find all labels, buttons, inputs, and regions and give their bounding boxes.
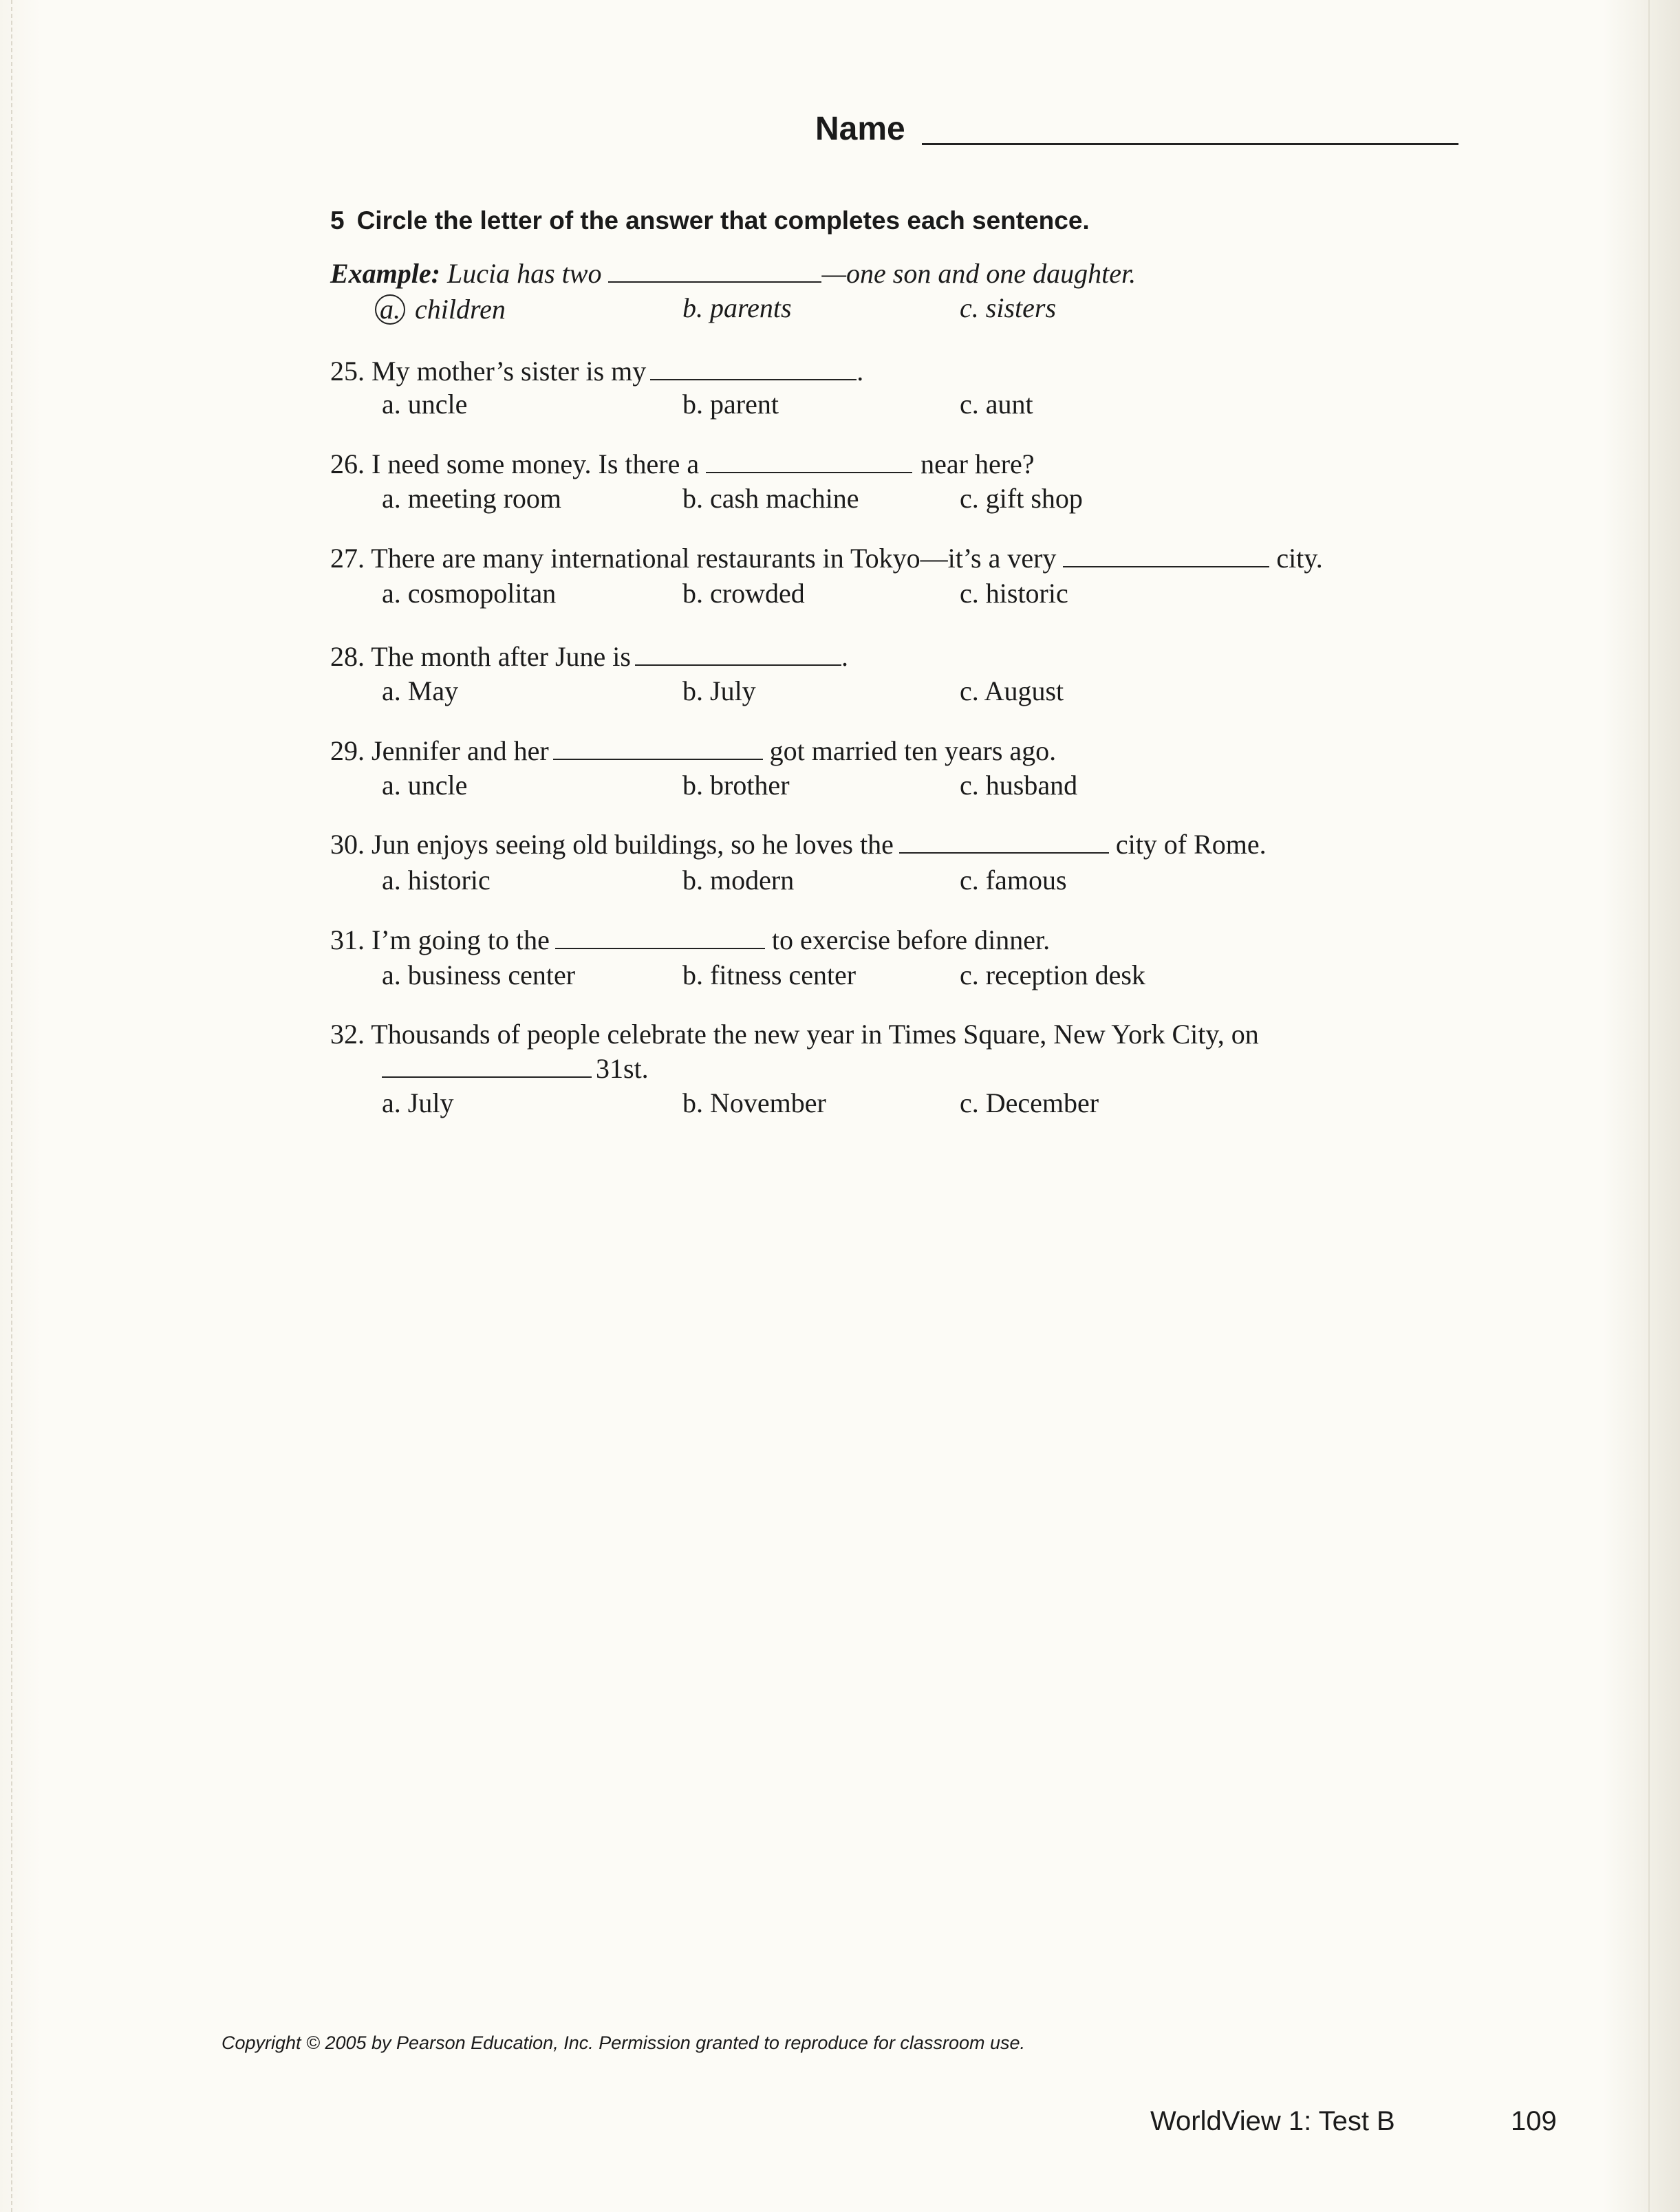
question-26-option-c: c. gift shop	[960, 483, 1083, 514]
page-number: 109	[1511, 2106, 1557, 2136]
section-instruction-text: Circle the letter of the answer that completes each sentence.	[356, 206, 1090, 235]
question-28-option-c: c. August	[960, 675, 1064, 706]
question-32-option-c: c. December	[960, 1087, 1099, 1118]
question-31: 31. I’m going to the to exercise before dinner.	[330, 924, 1051, 955]
example-option-a-text: children	[415, 294, 506, 325]
answer-blank	[635, 664, 841, 666]
question-29-option-b: b. brother	[682, 770, 790, 801]
question-30-option-c: c. famous	[960, 865, 1067, 896]
question-27-option-c: c. historic	[960, 578, 1068, 609]
example-blank	[608, 281, 821, 283]
question-30-option-b: b. modern	[682, 865, 795, 896]
example-option-a	[375, 294, 506, 325]
question-32-continuation: 31st.	[382, 1055, 649, 1083]
question-26: 26. I need some money. Is there a near here?	[330, 448, 1035, 479]
question-27-option-b: b. crowded	[682, 578, 805, 609]
question-28: 28. The month after June is .	[330, 641, 848, 672]
question-28-option-a: a. May	[382, 675, 459, 706]
question-26-option-b: b. cash machine	[682, 483, 859, 514]
name-label: Name	[815, 111, 905, 147]
answer-blank	[1063, 565, 1269, 567]
question-27-option-a: a. cosmopolitan	[382, 578, 557, 609]
name-header	[815, 110, 1476, 158]
question-29: 29. Jennifer and her got married ten years ago.	[330, 735, 1057, 766]
name-blank-line	[922, 143, 1458, 145]
answer-blank	[706, 471, 912, 473]
question-27: 27. There are many international restaurants in Tokyo—it’s a very city.	[330, 543, 1323, 574]
answer-blank	[899, 852, 1109, 854]
answer-blank	[553, 758, 763, 760]
example-option-c: c. sisters	[960, 292, 1057, 323]
copyright-notice: Copyright © 2005 by Pearson Education, Inc. Permission granted to reproduce for classroom use.	[222, 2032, 1026, 2053]
example-option-b: b. parents	[682, 292, 792, 323]
question-31-option-c: c. reception desk	[960, 959, 1145, 990]
question-25-option-b: b. parent	[682, 389, 779, 420]
example-after: —one son and one daughter.	[821, 258, 1137, 289]
question-29-option-c: c. husband	[960, 770, 1078, 801]
circled-answer-icon: a.	[375, 294, 405, 325]
page-left-edge	[11, 0, 12, 2212]
question-28-option-b: b. July	[682, 675, 756, 706]
page-right-edge	[1648, 0, 1650, 2212]
question-29-option-a: a. uncle	[382, 770, 468, 801]
question-31-option-a: a. business center	[382, 959, 576, 990]
question-32: 32. Thousands of people celebrate the new year in Times Square, New York City, on	[330, 1019, 1259, 1050]
question-30-option-a: a. historic	[382, 865, 491, 896]
example-before: Lucia has two	[446, 258, 602, 289]
example-label: Example:	[330, 258, 440, 289]
question-31-option-b: b. fitness center	[682, 959, 857, 990]
answer-blank	[382, 1076, 592, 1078]
answer-blank	[650, 378, 857, 380]
question-25-option-a: a. uncle	[382, 389, 468, 420]
answer-blank	[555, 947, 765, 949]
question-32-option-a: a. July	[382, 1087, 454, 1118]
question-32-option-b: b. November	[682, 1087, 826, 1118]
section-number: 5	[330, 206, 345, 235]
question-26-option-a: a. meeting room	[382, 483, 562, 514]
question-30: 30. Jun enjoys seeing old buildings, so he loves the city of Rome.	[330, 829, 1267, 860]
example-sentence	[330, 260, 1136, 288]
section-instruction	[330, 206, 1090, 235]
question-25: 25. My mother’s sister is my .	[330, 356, 864, 387]
footer-book-title: WorldView 1: Test B	[1150, 2106, 1395, 2136]
question-25-option-c: c. aunt	[960, 389, 1033, 420]
